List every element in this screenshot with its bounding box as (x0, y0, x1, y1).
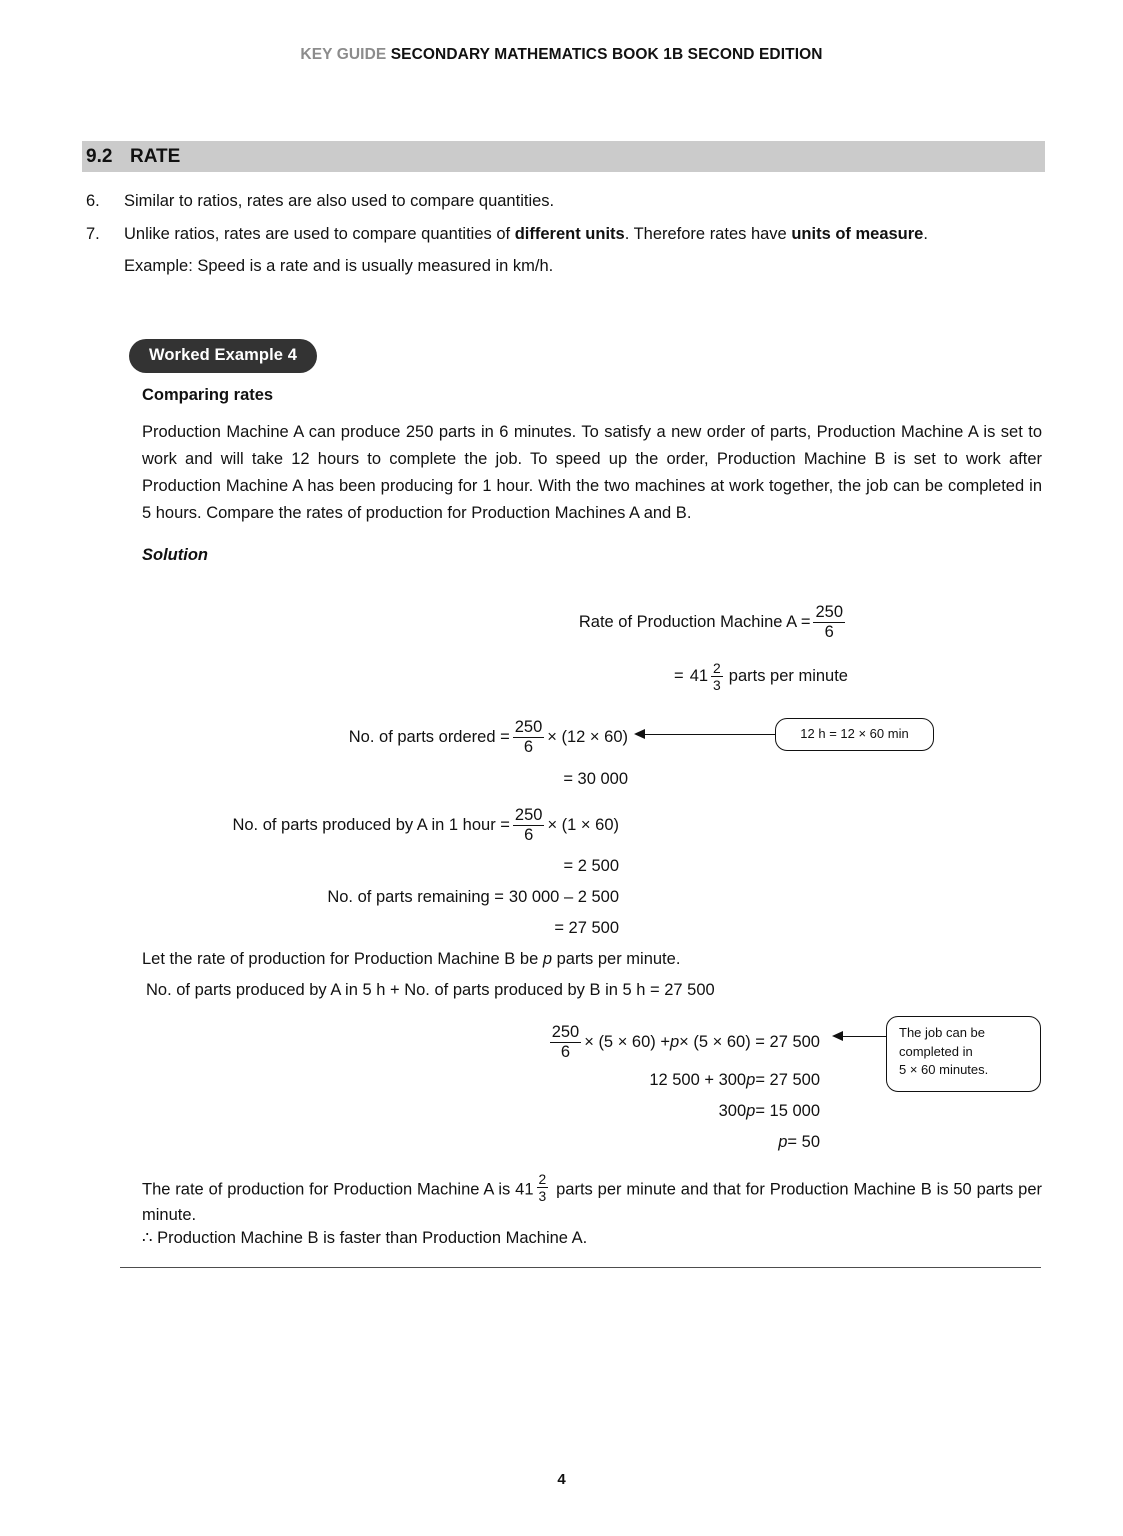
section-number: 9.2 (86, 146, 113, 167)
note-number-6: 6. (86, 192, 100, 210)
equation-combined-rate (142, 1024, 820, 1061)
variable-p: p (542, 950, 553, 968)
conclusion-pre: The rate of production for Production Machine A is 41 (142, 1180, 534, 1199)
statement-let-post: parts per minute. (552, 950, 681, 968)
fraction-numerator: 250 (815, 603, 843, 621)
header-title: SECONDARY MATHEMATICS BOOK 1B SECOND EDITION (390, 46, 823, 63)
fraction-250-over-6 (513, 807, 545, 844)
conclusion-post: parts per minute and that for Production Machine B is 50 parts per minute. (142, 1180, 1042, 1225)
equation-parts-by-a-1h-result (142, 857, 619, 876)
note-number-7: 7. (86, 224, 100, 243)
fraction-numerator: 250 (551, 1023, 580, 1041)
equation-row (142, 1102, 820, 1121)
equation-row (142, 770, 628, 789)
fraction-2-over-3 (537, 1172, 549, 1203)
equation-parts-ordered-result (142, 770, 628, 789)
worked-example-subheading: Comparing rates (142, 386, 274, 404)
numbered-notes-list (86, 191, 1056, 276)
worked-example-badge: Worked Example 4 (129, 339, 317, 373)
fraction-denominator: 3 (538, 1188, 547, 1205)
equation-parts-by-a-1h (142, 807, 619, 844)
eq7-rhs: 30 000 – 2 500 (508, 888, 619, 906)
equation-solve-p (142, 1133, 820, 1152)
note-7-pre: Unlike ratios, rates are used to compare quantities of (124, 224, 515, 243)
section-header-band (82, 141, 1045, 172)
equation-rate-machine-a (142, 604, 848, 641)
note-item-7 (86, 224, 1056, 246)
eq7-label: No. of parts remaining = (327, 888, 504, 906)
equation-rate-result (142, 661, 848, 692)
note-item-6 (86, 191, 1056, 213)
header-brand: KEY GUIDE (300, 46, 387, 63)
equation-row (142, 604, 848, 641)
fraction-numerator: 250 (514, 718, 543, 736)
variable-p: p (746, 1071, 756, 1089)
eq4-value: = 30 000 (563, 770, 628, 788)
eq6-value: = 2 500 (563, 857, 619, 875)
equation-row (142, 919, 619, 938)
callout-12h-line-1: 12 h = 12 × 60 min (800, 726, 909, 742)
callout-job-line-3: 5 × 60 minutes. (899, 1062, 989, 1078)
section-title: RATE (130, 146, 181, 167)
callout-12h (775, 718, 934, 751)
fraction-denominator: 6 (524, 825, 534, 844)
equation-parts-ordered (142, 719, 628, 756)
fraction-2-over-3 (711, 661, 723, 692)
note-7-bold-units-of-measure: units of measure (791, 224, 924, 243)
fraction-numerator: 2 (713, 660, 721, 676)
note-text-7 (124, 224, 1056, 246)
equation-expand (142, 1071, 820, 1090)
statement-let-rate-b (142, 950, 680, 969)
eq10-b: = 27 500 (755, 1071, 820, 1089)
eq8-value: = 27 500 (554, 919, 619, 937)
eq2-equals: = (674, 667, 684, 686)
conclusion-paragraph (142, 1172, 1042, 1229)
page-number: 4 (557, 1471, 566, 1488)
statement-sum-5h: No. of parts produced by A in 5 h + No. of parts produced by B in 5 h = 27 500 (146, 981, 715, 999)
worked-example-problem-text: Production Machine A can produce 250 parts in 6 minutes. To satisfy a new order of parts, Production Machine A is set to work and will take 12 hours to complete the job. To speed up the order, Production Machine B is set to work after Production Machine A has been producing for 1 hour. With the two machines at work together, the job can be completed in 5 hours. Compare the rates of production for Production Machines A and B. (142, 423, 1042, 522)
callout-job-line-2: completed in (899, 1043, 973, 1059)
eq10-a: 12 500 + 300 (649, 1071, 747, 1089)
callout-arrowline-job (842, 1036, 887, 1038)
eq3-label: No. of parts ordered = (348, 727, 510, 746)
equation-parts-remaining (142, 888, 619, 907)
note-7-bold-different-units: different units (514, 224, 625, 243)
note-7-mid: . Therefore rates have (624, 224, 792, 243)
eq5-label: No. of parts produced by A in 1 hour = (232, 815, 510, 834)
equation-row (142, 1071, 820, 1090)
eq2-unit-label: parts per minute (728, 667, 848, 686)
variable-p: p (746, 1102, 756, 1120)
eq11-b: = 15 000 (755, 1102, 820, 1120)
equation-simplify (142, 1102, 820, 1121)
variable-p: p (669, 1032, 680, 1051)
fraction-numerator: 2 (538, 1171, 547, 1187)
equation-row (142, 888, 619, 907)
eq9-rhs-b: × (5 × 60) = 27 500 (679, 1032, 820, 1051)
fraction-250-over-6 (813, 604, 845, 641)
therefore-symbol: ∴ (142, 1229, 153, 1247)
therefore-statement (142, 1228, 1042, 1248)
eq2-whole-number: 41 (689, 667, 709, 686)
note-7-post: . (923, 224, 928, 243)
callout-arrowline-12h (644, 734, 776, 736)
variable-p: p (778, 1133, 788, 1151)
eq11-a: 300 (718, 1102, 747, 1120)
callout-job-line-1: The job can be (899, 1025, 986, 1040)
equation-parts-remaining-result (142, 919, 619, 938)
eq3-rhs: × (12 × 60) (547, 727, 628, 746)
running-header (0, 46, 1123, 64)
section-divider (120, 1267, 1041, 1268)
equation-row (142, 1133, 820, 1152)
fraction-250-over-6 (513, 719, 545, 756)
callout-job-completion (886, 1016, 1041, 1092)
fraction-denominator: 3 (713, 677, 721, 694)
statement-let-pre: Let the rate of production for Production Machine B be (142, 950, 543, 968)
equation-row (142, 719, 628, 756)
worked-example-body (142, 386, 1042, 565)
equation-row (142, 807, 619, 844)
solution-label: Solution (142, 545, 208, 564)
equation-row (142, 857, 619, 876)
eq12-b: = 50 (787, 1133, 820, 1151)
equation-row (142, 1024, 820, 1061)
fraction-250-over-6 (550, 1024, 582, 1061)
therefore-text: Production Machine B is faster than Production Machine A. (152, 1229, 588, 1247)
fraction-denominator: 6 (560, 1042, 571, 1061)
note-7-example: Example: Speed is a rate and is usually measured in km/h. (124, 256, 554, 275)
note-text-6: Similar to ratios, rates are also used to compare quantities. (124, 192, 555, 210)
fraction-denominator: 6 (824, 622, 834, 641)
fraction-denominator: 6 (523, 737, 534, 756)
fraction-numerator: 250 (514, 806, 543, 824)
eq1-label: Rate of Production Machine A = (578, 612, 811, 631)
eq5-rhs: × (1 × 60) (547, 815, 619, 834)
equation-row (142, 661, 848, 692)
eq9-rhs-a: × (5 × 60) + (584, 1032, 670, 1051)
